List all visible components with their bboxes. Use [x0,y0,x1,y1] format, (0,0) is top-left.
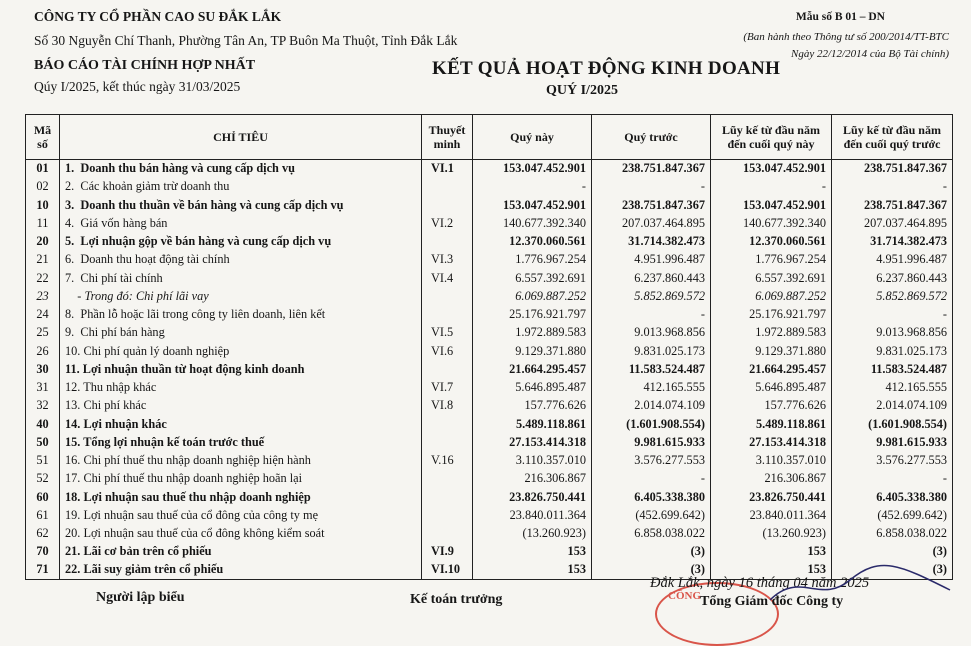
table-row [26,251,953,269]
cell-this-quarter: 153.047.452.901 [473,160,592,178]
cell-prev-quarter: (3) [592,543,711,561]
cell-ytd-this: 153 [711,561,832,579]
table-row [26,196,953,214]
cell-this-quarter: (13.260.923) [473,525,592,543]
cell-ytd-prev: 3.576.277.553 [832,452,953,470]
table-row [26,488,953,506]
cell-item: 22. Lãi suy giảm trên cổ phiếu [60,561,422,579]
cell-item: 18. Lợi nhuận sau thuế thu nhập doanh nghiệp [60,488,422,506]
table-row [26,433,953,451]
report-type: BÁO CÁO TÀI CHÍNH HỢP NHẤT [34,58,256,73]
cell-ytd-this: 153.047.452.901 [711,196,832,214]
cell-prev-quarter: - [592,178,711,196]
cell-ytd-this: 3.110.357.010 [711,452,832,470]
cell-ytd-prev: - [832,306,953,324]
cell-code: 60 [26,488,60,506]
cell-this-quarter: 153 [473,543,592,561]
cell-ytd-prev: 6.858.038.022 [832,525,953,543]
cell-note [422,470,473,488]
cell-item: 2. Các khoản giảm trừ doanh thu [60,178,422,196]
cell-ytd-this: 1.776.967.254 [711,251,832,269]
cell-this-quarter: 216.306.867 [473,470,592,488]
cell-prev-quarter: 6.858.038.022 [592,525,711,543]
cell-item: 19. Lợi nhuận sau thuế của cổ đông của công ty mẹ [60,506,422,524]
table-row [26,287,953,305]
chief-accountant-label: Kế toán trưởng [410,592,503,607]
cell-code: 32 [26,397,60,415]
cell-ytd-this: - [711,178,832,196]
cell-this-quarter: 25.176.921.797 [473,306,592,324]
table-row [26,397,953,415]
cell-note [422,415,473,433]
cell-this-quarter: 140.677.392.340 [473,214,592,232]
cell-this-quarter: 9.129.371.880 [473,342,592,360]
cell-prev-quarter: 9.831.025.173 [592,342,711,360]
cell-code: 26 [26,342,60,360]
cell-ytd-prev: 6.405.338.380 [832,488,953,506]
cell-prev-quarter: - [592,306,711,324]
cell-item: 17. Chi phí thuế thu nhập doanh nghiệp hoãn lại [60,470,422,488]
cell-note: VI.5 [422,324,473,342]
cell-note: VI.4 [422,269,473,287]
table-row [26,543,953,561]
cell-item: 10. Chi phí quản lý doanh nghiệp [60,342,422,360]
cell-ytd-this: 23.840.011.364 [711,506,832,524]
cell-code: 24 [26,306,60,324]
table-row [26,379,953,397]
cell-note: VI.6 [422,342,473,360]
cell-ytd-prev: - [832,178,953,196]
cell-item: 1. Doanh thu bán hàng và cung cấp dịch vụ [60,160,422,178]
header-prev-quarter: Quý trước [592,115,711,160]
table-row [26,360,953,378]
stamp-text: CÔNG [668,590,701,602]
cell-code: 10 [26,196,60,214]
company-name: CÔNG TY CỔ PHẦN CAO SU ĐẮK LẮK [34,9,282,24]
table-row [26,233,953,251]
cell-item: 21. Lãi cơ bản trên cổ phiếu [60,543,422,561]
cell-this-quarter: 23.840.011.364 [473,506,592,524]
table-row [26,506,953,524]
cell-prev-quarter: 9.013.968.856 [592,324,711,342]
table-row [26,269,953,287]
cell-code: 40 [26,415,60,433]
cell-ytd-this: 6.069.887.252 [711,287,832,305]
cell-this-quarter: 6.069.887.252 [473,287,592,305]
report-period: Qúy I/2025, kết thúc ngày 31/03/2025 [34,79,241,94]
cell-ytd-prev: 11.583.524.487 [832,360,953,378]
cell-prev-quarter: - [592,470,711,488]
form-regulation-note: (Ban hành theo Thông tư số 200/2014/TT-BTC [743,31,949,43]
cell-item: 5. Lợi nhuận gộp về bán hàng và cung cấp dịch vụ [60,233,422,251]
cell-item: 11. Lợi nhuận thuần từ hoạt động kinh doanh [60,360,422,378]
cell-ytd-this: 216.306.867 [711,470,832,488]
cell-ytd-prev: 9.981.615.933 [832,433,953,451]
header-ytd-prev: Lũy kế từ đầu năm đến cuối quý trước [832,115,953,160]
cell-ytd-prev: 9.831.025.173 [832,342,953,360]
cell-prev-quarter: 6.405.338.380 [592,488,711,506]
cell-code: 30 [26,360,60,378]
header-note: Thuyết minh [422,115,473,160]
cell-ytd-this: 140.677.392.340 [711,214,832,232]
page-subtitle: QUÝ I/2025 [546,83,618,98]
cell-ytd-this: 153 [711,543,832,561]
cell-ytd-this: 21.664.295.457 [711,360,832,378]
table-row [26,160,953,178]
cell-this-quarter: 27.153.414.318 [473,433,592,451]
table-row [26,415,953,433]
header-this-quarter: Quý này [473,115,592,160]
cell-prev-quarter: 5.852.869.572 [592,287,711,305]
table-header-row [26,115,953,160]
cell-code: 31 [26,379,60,397]
cell-item: 16. Chi phí thuế thu nhập doanh nghiệp hiện hành [60,452,422,470]
cell-this-quarter: - [473,178,592,196]
table-row [26,452,953,470]
table-row [26,470,953,488]
cell-code: 52 [26,470,60,488]
cell-ytd-prev: (3) [832,543,953,561]
cell-this-quarter: 153.047.452.901 [473,196,592,214]
signing-date: Đắk Lắk, ngày 16 tháng 04 năm 2025 [650,575,870,591]
cell-code: 25 [26,324,60,342]
cell-prev-quarter: 238.751.847.367 [592,196,711,214]
cell-prev-quarter: 238.751.847.367 [592,160,711,178]
cell-note: VI.10 [422,561,473,579]
cell-item: 9. Chi phí bán hàng [60,324,422,342]
cell-item: 6. Doanh thu hoạt động tài chính [60,251,422,269]
cell-code: 20 [26,233,60,251]
cell-ytd-this: 25.176.921.797 [711,306,832,324]
cell-note: VI.9 [422,543,473,561]
cell-this-quarter: 21.664.295.457 [473,360,592,378]
cell-note [422,306,473,324]
table-row [26,324,953,342]
cell-code: 11 [26,214,60,232]
income-statement-table [25,114,953,580]
cell-ytd-prev: 238.751.847.367 [832,160,953,178]
cell-ytd-this: 153.047.452.901 [711,160,832,178]
cell-item: 15. Tổng lợi nhuận kế toán trước thuế [60,433,422,451]
cell-note [422,488,473,506]
cell-code: 70 [26,543,60,561]
table-row [26,178,953,196]
preparer-label: Người lập biểu [96,590,185,605]
cell-note [422,433,473,451]
cell-prev-quarter: (452.699.642) [592,506,711,524]
cell-ytd-this: (13.260.923) [711,525,832,543]
cell-code: 71 [26,561,60,579]
cell-ytd-this: 23.826.750.441 [711,488,832,506]
cell-item: 7. Chi phí tài chính [60,269,422,287]
cell-ytd-prev: 2.014.074.109 [832,397,953,415]
cell-this-quarter: 1.776.967.254 [473,251,592,269]
cell-note: VI.2 [422,214,473,232]
cell-item: 4. Giá vốn hàng bán [60,214,422,232]
cell-this-quarter: 6.557.392.691 [473,269,592,287]
cell-ytd-prev: 207.037.464.895 [832,214,953,232]
cell-ytd-prev: 9.013.968.856 [832,324,953,342]
cell-this-quarter: 5.489.118.861 [473,415,592,433]
cell-ytd-prev: (1.601.908.554) [832,415,953,433]
cell-item: 14. Lợi nhuận khác [60,415,422,433]
cell-item: 3. Doanh thu thuần về bán hàng và cung cấp dịch vụ [60,196,422,214]
form-regulation-date: Ngày 22/12/2014 của Bộ Tài chính) [791,48,949,60]
cell-code: 61 [26,506,60,524]
table-row [26,214,953,232]
header-ytd-this: Lũy kế từ đầu năm đến cuối quý này [711,115,832,160]
form-code: Mẫu số B 01 – DN [795,11,885,23]
cell-code: 21 [26,251,60,269]
cell-prev-quarter: 4.951.996.487 [592,251,711,269]
company-address: Số 30 Nguyễn Chí Thanh, Phường Tân An, TP Buôn Ma Thuột, Tỉnh Đắk Lắk [34,33,458,48]
cell-code: 02 [26,178,60,196]
cell-this-quarter: 1.972.889.583 [473,324,592,342]
cell-code: 01 [26,160,60,178]
cell-ytd-prev: 5.852.869.572 [832,287,953,305]
cell-note: VI.8 [422,397,473,415]
page-title: KẾT QUẢ HOẠT ĐỘNG KINH DOANH [432,58,781,79]
cell-ytd-this: 5.489.118.861 [711,415,832,433]
cell-note [422,178,473,196]
cell-ytd-prev: - [832,470,953,488]
cell-code: 22 [26,269,60,287]
header-code: Mã số [26,115,60,160]
cell-code: 23 [26,287,60,305]
cell-this-quarter: 12.370.060.561 [473,233,592,251]
director-label: Tổng Giám đốc Công ty [700,594,844,609]
cell-prev-quarter: 2.014.074.109 [592,397,711,415]
cell-this-quarter: 157.776.626 [473,397,592,415]
cell-code: 62 [26,525,60,543]
cell-this-quarter: 5.646.895.487 [473,379,592,397]
header-item: CHỈ TIÊU [60,115,422,160]
director-signature-icon [760,560,960,608]
cell-this-quarter: 23.826.750.441 [473,488,592,506]
cell-note: V.16 [422,452,473,470]
cell-prev-quarter: 11.583.524.487 [592,360,711,378]
cell-ytd-prev: 238.751.847.367 [832,196,953,214]
cell-note [422,287,473,305]
cell-ytd-prev: 412.165.555 [832,379,953,397]
cell-prev-quarter: (3) [592,561,711,579]
cell-note: VI.3 [422,251,473,269]
cell-item: 20. Lợi nhuận sau thuế của cổ đông không kiểm soát [60,525,422,543]
cell-note [422,196,473,214]
cell-prev-quarter: 6.237.860.443 [592,269,711,287]
cell-item: 8. Phần lỗ hoặc lãi trong công ty liên doanh, liên kết [60,306,422,324]
cell-ytd-prev: 31.714.382.473 [832,233,953,251]
cell-prev-quarter: 3.576.277.553 [592,452,711,470]
cell-ytd-prev: 4.951.996.487 [832,251,953,269]
cell-note [422,360,473,378]
cell-item: 12. Thu nhập khác [60,379,422,397]
cell-note [422,506,473,524]
cell-ytd-this: 5.646.895.487 [711,379,832,397]
cell-ytd-this: 157.776.626 [711,397,832,415]
cell-ytd-this: 27.153.414.318 [711,433,832,451]
cell-item: - Trong đó: Chi phí lãi vay [60,287,422,305]
cell-prev-quarter: (1.601.908.554) [592,415,711,433]
cell-ytd-this: 6.557.392.691 [711,269,832,287]
table-row [26,306,953,324]
cell-prev-quarter: 207.037.464.895 [592,214,711,232]
cell-code: 51 [26,452,60,470]
cell-note: VI.1 [422,160,473,178]
cell-ytd-prev: 6.237.860.443 [832,269,953,287]
cell-prev-quarter: 31.714.382.473 [592,233,711,251]
cell-ytd-this: 1.972.889.583 [711,324,832,342]
cell-ytd-this: 9.129.371.880 [711,342,832,360]
cell-ytd-this: 12.370.060.561 [711,233,832,251]
cell-code: 50 [26,433,60,451]
cell-prev-quarter: 412.165.555 [592,379,711,397]
cell-ytd-prev: (3) [832,561,953,579]
cell-note: VI.7 [422,379,473,397]
table-row [26,342,953,360]
cell-ytd-prev: (452.699.642) [832,506,953,524]
cell-note [422,525,473,543]
cell-prev-quarter: 9.981.615.933 [592,433,711,451]
cell-this-quarter: 153 [473,561,592,579]
cell-this-quarter: 3.110.357.010 [473,452,592,470]
cell-item: 13. Chi phí khác [60,397,422,415]
table-row [26,525,953,543]
cell-note [422,233,473,251]
